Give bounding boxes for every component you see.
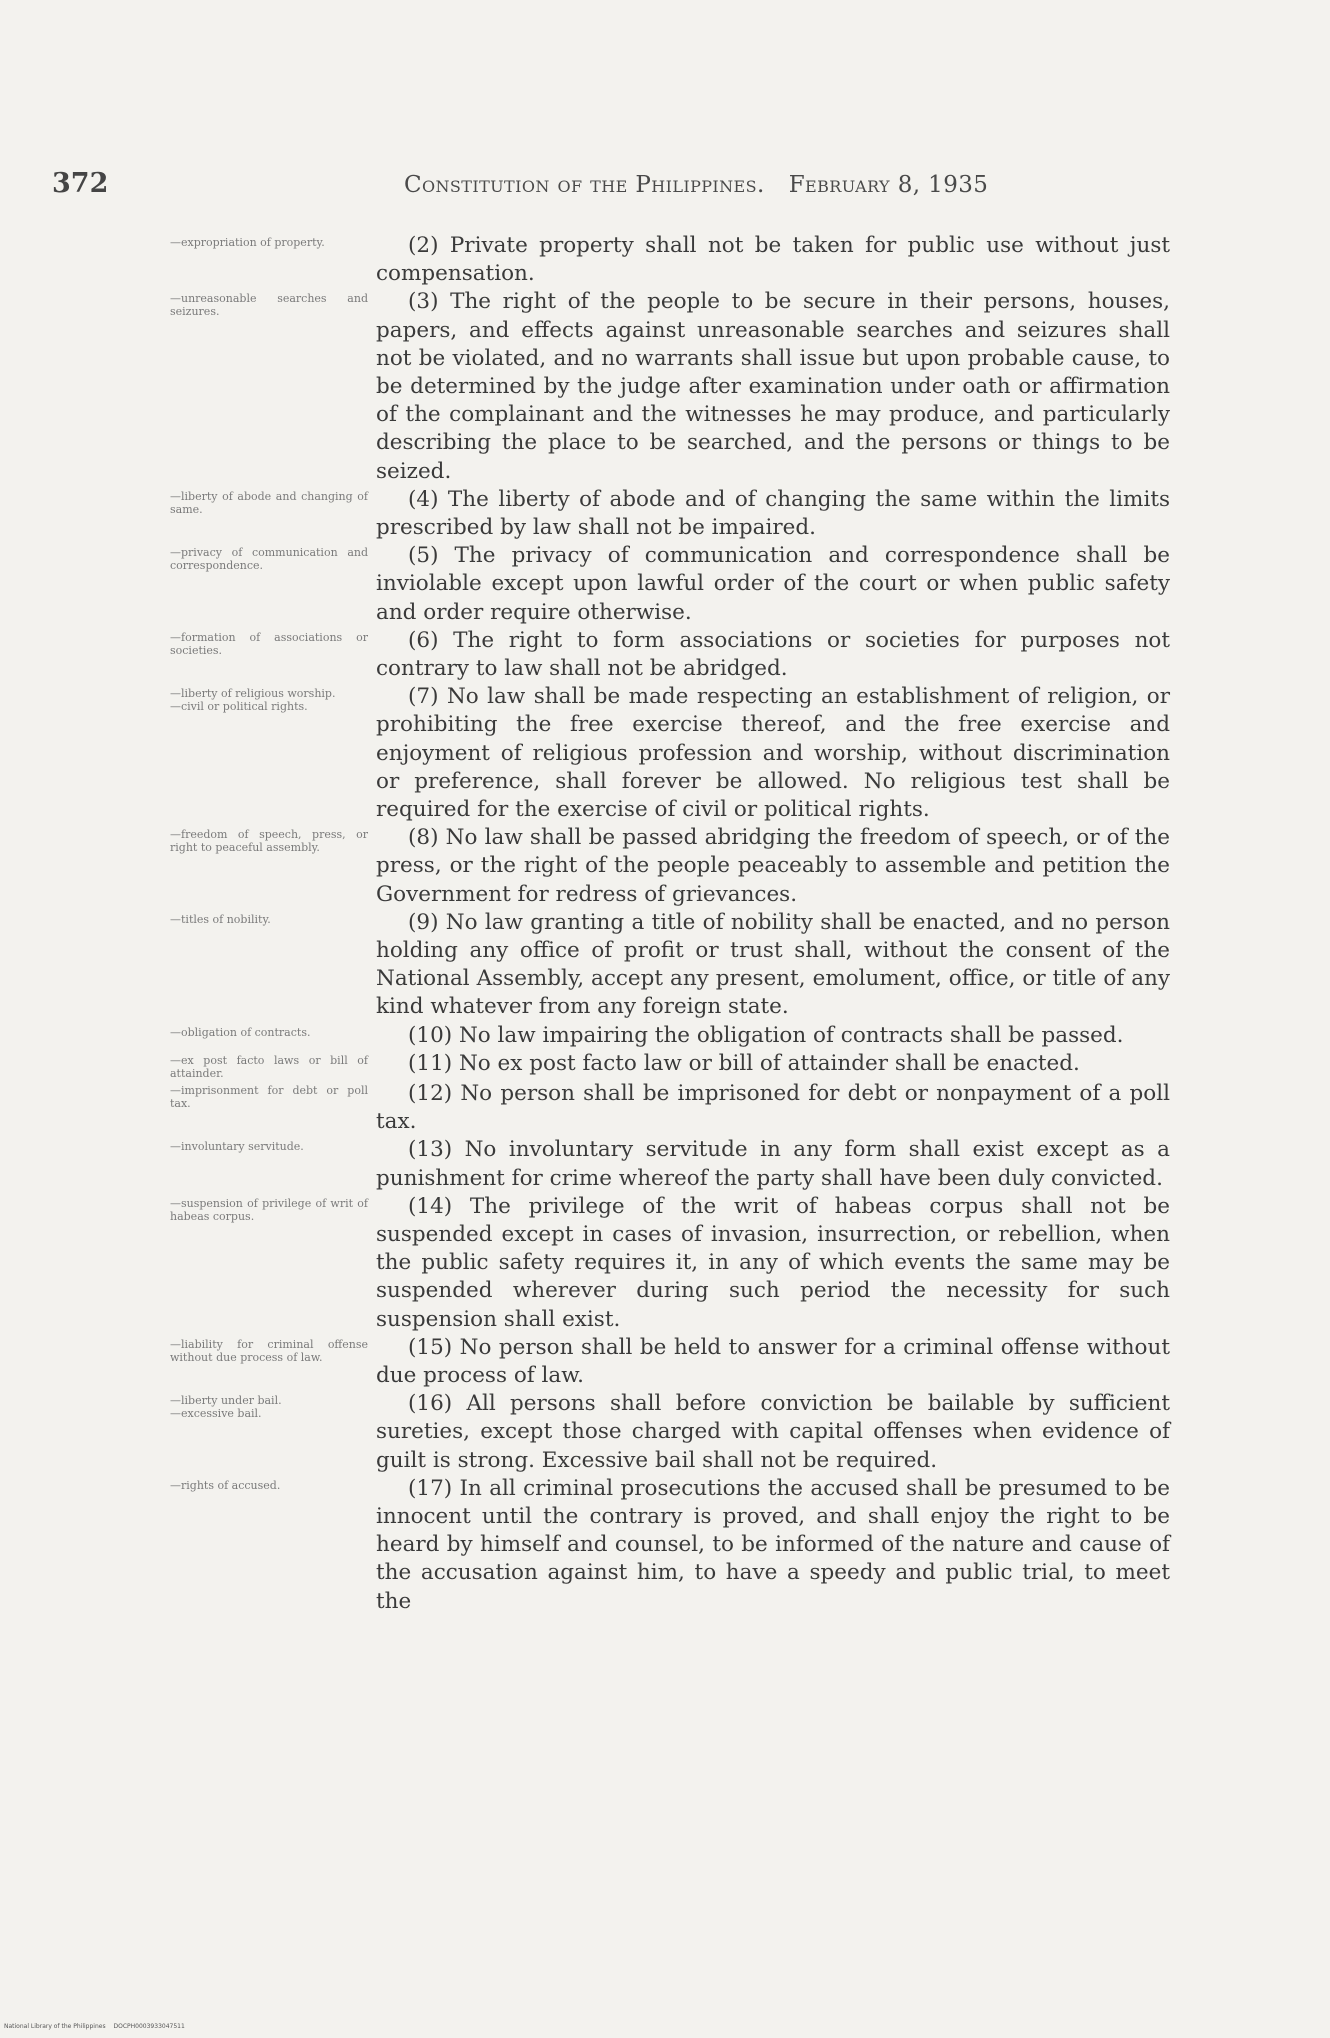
- section-paragraph: (7) No law shall be made respecting an establishment of religion, or prohibiting the free exercise thereof, and the free exercise and enjoyment of religious profession and worship, without discrimination or preference, shall forever be allowed. No religious test shall be required for the exercise of civil or political rights.: [376, 684, 1170, 823]
- section-row: [170, 486, 1170, 542]
- page-header: [52, 168, 1142, 208]
- section-paragraph: (17) In all criminal prosecutions the accused shall be presumed to be innocent until the contrary is proved, and shall enjoy the right to be heard by himself and counsel, to be informed of the nature and cause of the accusation against him, to have a speedy and public trial, to meet the: [376, 1475, 1170, 1614]
- margin-note: [170, 288, 376, 318]
- margin-note-text: —ex post facto laws or bill of attainder.: [170, 1053, 368, 1080]
- margin-note-text: —titles of nobility.: [170, 912, 271, 926]
- section-row: [170, 1136, 1170, 1192]
- margin-note-text: —formation of associations or societies.: [170, 630, 368, 657]
- section-row: [170, 288, 1170, 485]
- margin-note-text: —liberty of religious worship.: [170, 687, 336, 701]
- running-title: [404, 172, 988, 198]
- section-row: [170, 824, 1170, 909]
- section-row: [170, 1050, 1170, 1080]
- margin-note-text: —liberty under bail.: [170, 1394, 282, 1408]
- section-row: [170, 1475, 1170, 1616]
- margin-note: [170, 909, 376, 926]
- section-row: [170, 1193, 1170, 1334]
- running-date: February 8, 1935: [788, 172, 989, 198]
- section-paragraph: (13) No involuntary servitude in any form shall exist except as a punishment for crime whereof the party shall have been duly convicted.: [376, 1137, 1170, 1191]
- section-paragraph: (16) All persons shall before conviction be bailable by sufficient sureties, except those charged with capital offenses when evidence of guilt is strong. Excessive bail shall not be required.: [376, 1391, 1170, 1473]
- margin-note-text: —privacy of communication and correspondence.: [170, 546, 368, 573]
- margin-note: [170, 1390, 376, 1420]
- margin-note: [170, 683, 376, 713]
- section-paragraph: (9) No law granting a title of nobility shall be enacted, and no person holding any office of profit or trust shall, without the consent of the National Assembly, accept any present, emolument, office, or title of any kind whatever from any foreign state.: [376, 909, 1170, 1020]
- margin-note-text: —rights of accused.: [170, 1478, 281, 1492]
- section-row: [170, 683, 1170, 824]
- margin-note: [170, 1022, 376, 1039]
- section-paragraph: (2) Private property shall not be taken for public use without just compensation.: [376, 233, 1170, 287]
- margin-note-text: —involuntary servitude.: [170, 1140, 304, 1154]
- section-paragraph: (12) No person shall be imprisoned for debt or nonpayment of a poll tax.: [376, 1080, 1170, 1135]
- section-paragraph: (4) The liberty of abode and of changing the same within the limits prescribed by law shall not be impaired.: [376, 486, 1170, 541]
- margin-note: [170, 1050, 376, 1080]
- section-paragraph: (15) No person shall be held to answer for a criminal offense without due process of law.: [376, 1334, 1170, 1388]
- margin-note: [170, 1334, 376, 1364]
- margin-note-text: —unreasonable searches and seizures.: [170, 292, 368, 319]
- section-paragraph: (8) No law shall be passed abridging the freedom of speech, or of the press, or the right of the people peaceably to assemble and petition the Government for redress of grievances.: [376, 825, 1170, 907]
- running-title-text: Constitution of the Philippines.: [404, 172, 765, 198]
- margin-note: [170, 542, 376, 572]
- section-row: [170, 232, 1170, 288]
- margin-note-text: —liberty of abode and changing of same.: [170, 489, 368, 516]
- section-row: [170, 1022, 1170, 1050]
- section-paragraph: (11) No ex post facto law or bill of attainder shall be enacted.: [408, 1050, 1080, 1076]
- section-paragraph: (3) The right of the people to be secure in their persons, houses, papers, and effects against unreasonable searches and seizures shall not be violated, and no warrants shall issue but upon probable cause, to be determined by the judge after examination under oath or affirmation of the complainant and the witnesses he may produce, and particularly describing the place to be searched, and the persons or things to be seized.: [376, 289, 1170, 484]
- section-row: [170, 1080, 1170, 1136]
- section-paragraph: (10) No law impairing the obligation of contracts shall be passed.: [408, 1022, 1124, 1048]
- margin-note-text: —obligation of contracts.: [170, 1025, 311, 1039]
- section-row: [170, 542, 1170, 627]
- section-row: [170, 627, 1170, 683]
- margin-note: [170, 232, 376, 249]
- section-paragraph: (6) The right to form associations or societies for purposes not contrary to law shall not be abridged.: [376, 627, 1170, 682]
- margin-note: [170, 627, 376, 657]
- margin-note: [170, 1193, 376, 1223]
- margin-note: [170, 486, 376, 516]
- footer-code: DOCPH0003933047511: [113, 2023, 185, 2030]
- section-paragraph: (14) The privilege of the writ of habeas corpus shall not be suspended except in cases of invasion, insurrection, or rebellion, when the public safety requires it, in any of which events the same may be suspended wherever during such period the necessity for such suspension shall exist.: [376, 1193, 1170, 1332]
- margin-note-text: —civil or political rights.: [170, 700, 308, 714]
- footer-credit: [4, 2023, 185, 2030]
- margin-note: [170, 1136, 376, 1153]
- margin-note-text: —excessive bail.: [170, 1407, 262, 1421]
- section-row: [170, 909, 1170, 1022]
- margin-note-text: —freedom of speech, press, or right to peaceful assembly.: [170, 828, 368, 855]
- margin-note-text: —liability for criminal offense without due process of law.: [170, 1337, 368, 1364]
- section-paragraph: (5) The privacy of communication and correspondence shall be inviolable except upon lawful order of the court or when public safety and order require otherwise.: [376, 543, 1170, 625]
- section-row: [170, 1334, 1170, 1390]
- margin-note: [170, 1475, 376, 1492]
- page-number: 372: [52, 168, 109, 199]
- margin-note: [170, 824, 376, 854]
- margin-note: [170, 1080, 376, 1110]
- margin-note-text: —expropriation of property.: [170, 236, 325, 249]
- margin-note-text: —imprisonment for debt or poll tax.: [170, 1083, 368, 1110]
- section-row: [170, 1390, 1170, 1475]
- document-body: [170, 232, 1170, 1616]
- margin-note-text: —suspension of privilege of writ of habeas corpus.: [170, 1196, 368, 1223]
- footer-credit-text: National Library of the Philippines: [4, 2023, 106, 2030]
